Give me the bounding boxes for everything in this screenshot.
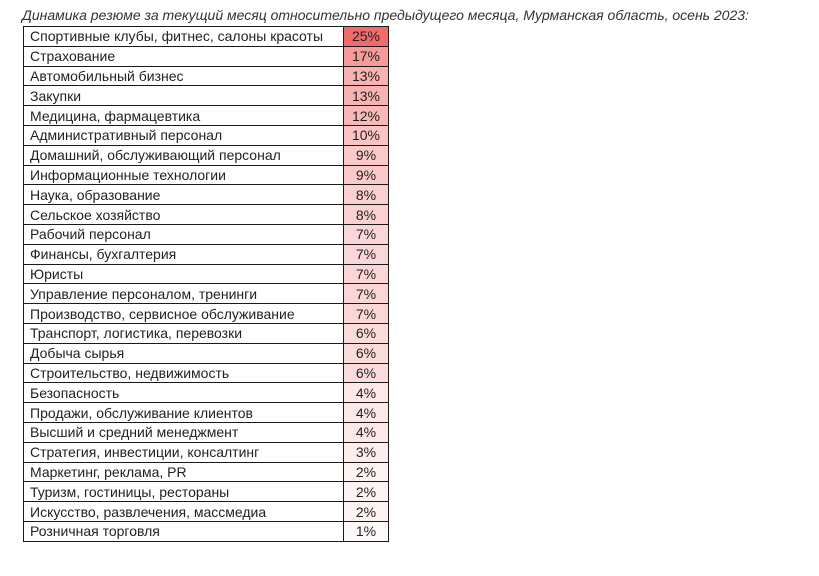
industry-name-cell: Искусство, развлечения, массмедиа (24, 502, 344, 522)
resume-dynamics-table (23, 26, 389, 542)
change-value-cell: 17% (344, 46, 389, 66)
industry-name-cell: Туризм, гостиницы, рестораны (24, 482, 344, 502)
table-row (24, 284, 389, 304)
industry-name-cell: Безопасность (24, 383, 344, 403)
table-row (24, 244, 389, 264)
industry-name-cell: Высший и средний менеджмент (24, 422, 344, 442)
change-value-cell: 7% (344, 284, 389, 304)
table-row (24, 383, 389, 403)
change-value-cell: 25% (344, 27, 389, 47)
change-value-cell: 7% (344, 244, 389, 264)
change-value-cell: 13% (344, 86, 389, 106)
table-body (24, 27, 389, 542)
industry-name-cell: Рабочий персонал (24, 224, 344, 244)
table-row (24, 46, 389, 66)
industry-name-cell: Управление персоналом, тренинги (24, 284, 344, 304)
change-value-cell: 7% (344, 304, 389, 324)
table-row (24, 323, 389, 343)
industry-name-cell: Автомобильный бизнес (24, 66, 344, 86)
industry-name-cell: Спортивные клубы, фитнес, салоны красоты (24, 27, 344, 47)
industry-name-cell: Добыча сырья (24, 343, 344, 363)
change-value-cell: 4% (344, 422, 389, 442)
table-row (24, 403, 389, 423)
industry-name-cell: Закупки (24, 86, 344, 106)
industry-name-cell: Информационные технологии (24, 165, 344, 185)
table-caption: Динамика резюме за текущий месяц относительно предыдущего месяца, Мурманская область, осень 2023: (22, 7, 749, 23)
industry-name-cell: Продажи, обслуживание клиентов (24, 403, 344, 423)
table-row (24, 521, 389, 541)
table-row (24, 145, 389, 165)
industry-name-cell: Домашний, обслуживающий персонал (24, 145, 344, 165)
table-row (24, 422, 389, 442)
change-value-cell: 2% (344, 502, 389, 522)
change-value-cell: 4% (344, 383, 389, 403)
table-row (24, 66, 389, 86)
change-value-cell: 9% (344, 165, 389, 185)
change-value-cell: 10% (344, 125, 389, 145)
change-value-cell: 6% (344, 363, 389, 383)
change-value-cell: 12% (344, 106, 389, 126)
industry-name-cell: Финансы, бухгалтерия (24, 244, 344, 264)
change-value-cell: 3% (344, 442, 389, 462)
industry-name-cell: Административный персонал (24, 125, 344, 145)
change-value-cell: 4% (344, 403, 389, 423)
industry-name-cell: Производство, сервисное обслуживание (24, 304, 344, 324)
table-row (24, 502, 389, 522)
change-value-cell: 7% (344, 224, 389, 244)
industry-name-cell: Юристы (24, 264, 344, 284)
industry-name-cell: Сельское хозяйство (24, 205, 344, 225)
table-row (24, 482, 389, 502)
table-row (24, 165, 389, 185)
change-value-cell: 7% (344, 264, 389, 284)
change-value-cell: 2% (344, 462, 389, 482)
table-row (24, 462, 389, 482)
table-row (24, 205, 389, 225)
change-value-cell: 8% (344, 205, 389, 225)
table-row (24, 125, 389, 145)
change-value-cell: 6% (344, 323, 389, 343)
table-row (24, 224, 389, 244)
change-value-cell: 2% (344, 482, 389, 502)
industry-name-cell: Стратегия, инвестиции, консалтинг (24, 442, 344, 462)
industry-name-cell: Транспорт, логистика, перевозки (24, 323, 344, 343)
table-row (24, 363, 389, 383)
industry-name-cell: Страхование (24, 46, 344, 66)
table-row (24, 343, 389, 363)
industry-name-cell: Маркетинг, реклама, PR (24, 462, 344, 482)
change-value-cell: 1% (344, 521, 389, 541)
table-row (24, 106, 389, 126)
industry-name-cell: Розничная торговля (24, 521, 344, 541)
industry-name-cell: Наука, образование (24, 185, 344, 205)
change-value-cell: 13% (344, 66, 389, 86)
change-value-cell: 9% (344, 145, 389, 165)
industry-name-cell: Медицина, фармацевтика (24, 106, 344, 126)
change-value-cell: 6% (344, 343, 389, 363)
table-row (24, 304, 389, 324)
table-row (24, 27, 389, 47)
industry-name-cell: Строительство, недвижимость (24, 363, 344, 383)
change-value-cell: 8% (344, 185, 389, 205)
table-row (24, 86, 389, 106)
table-row (24, 185, 389, 205)
table-row (24, 442, 389, 462)
table-row (24, 264, 389, 284)
